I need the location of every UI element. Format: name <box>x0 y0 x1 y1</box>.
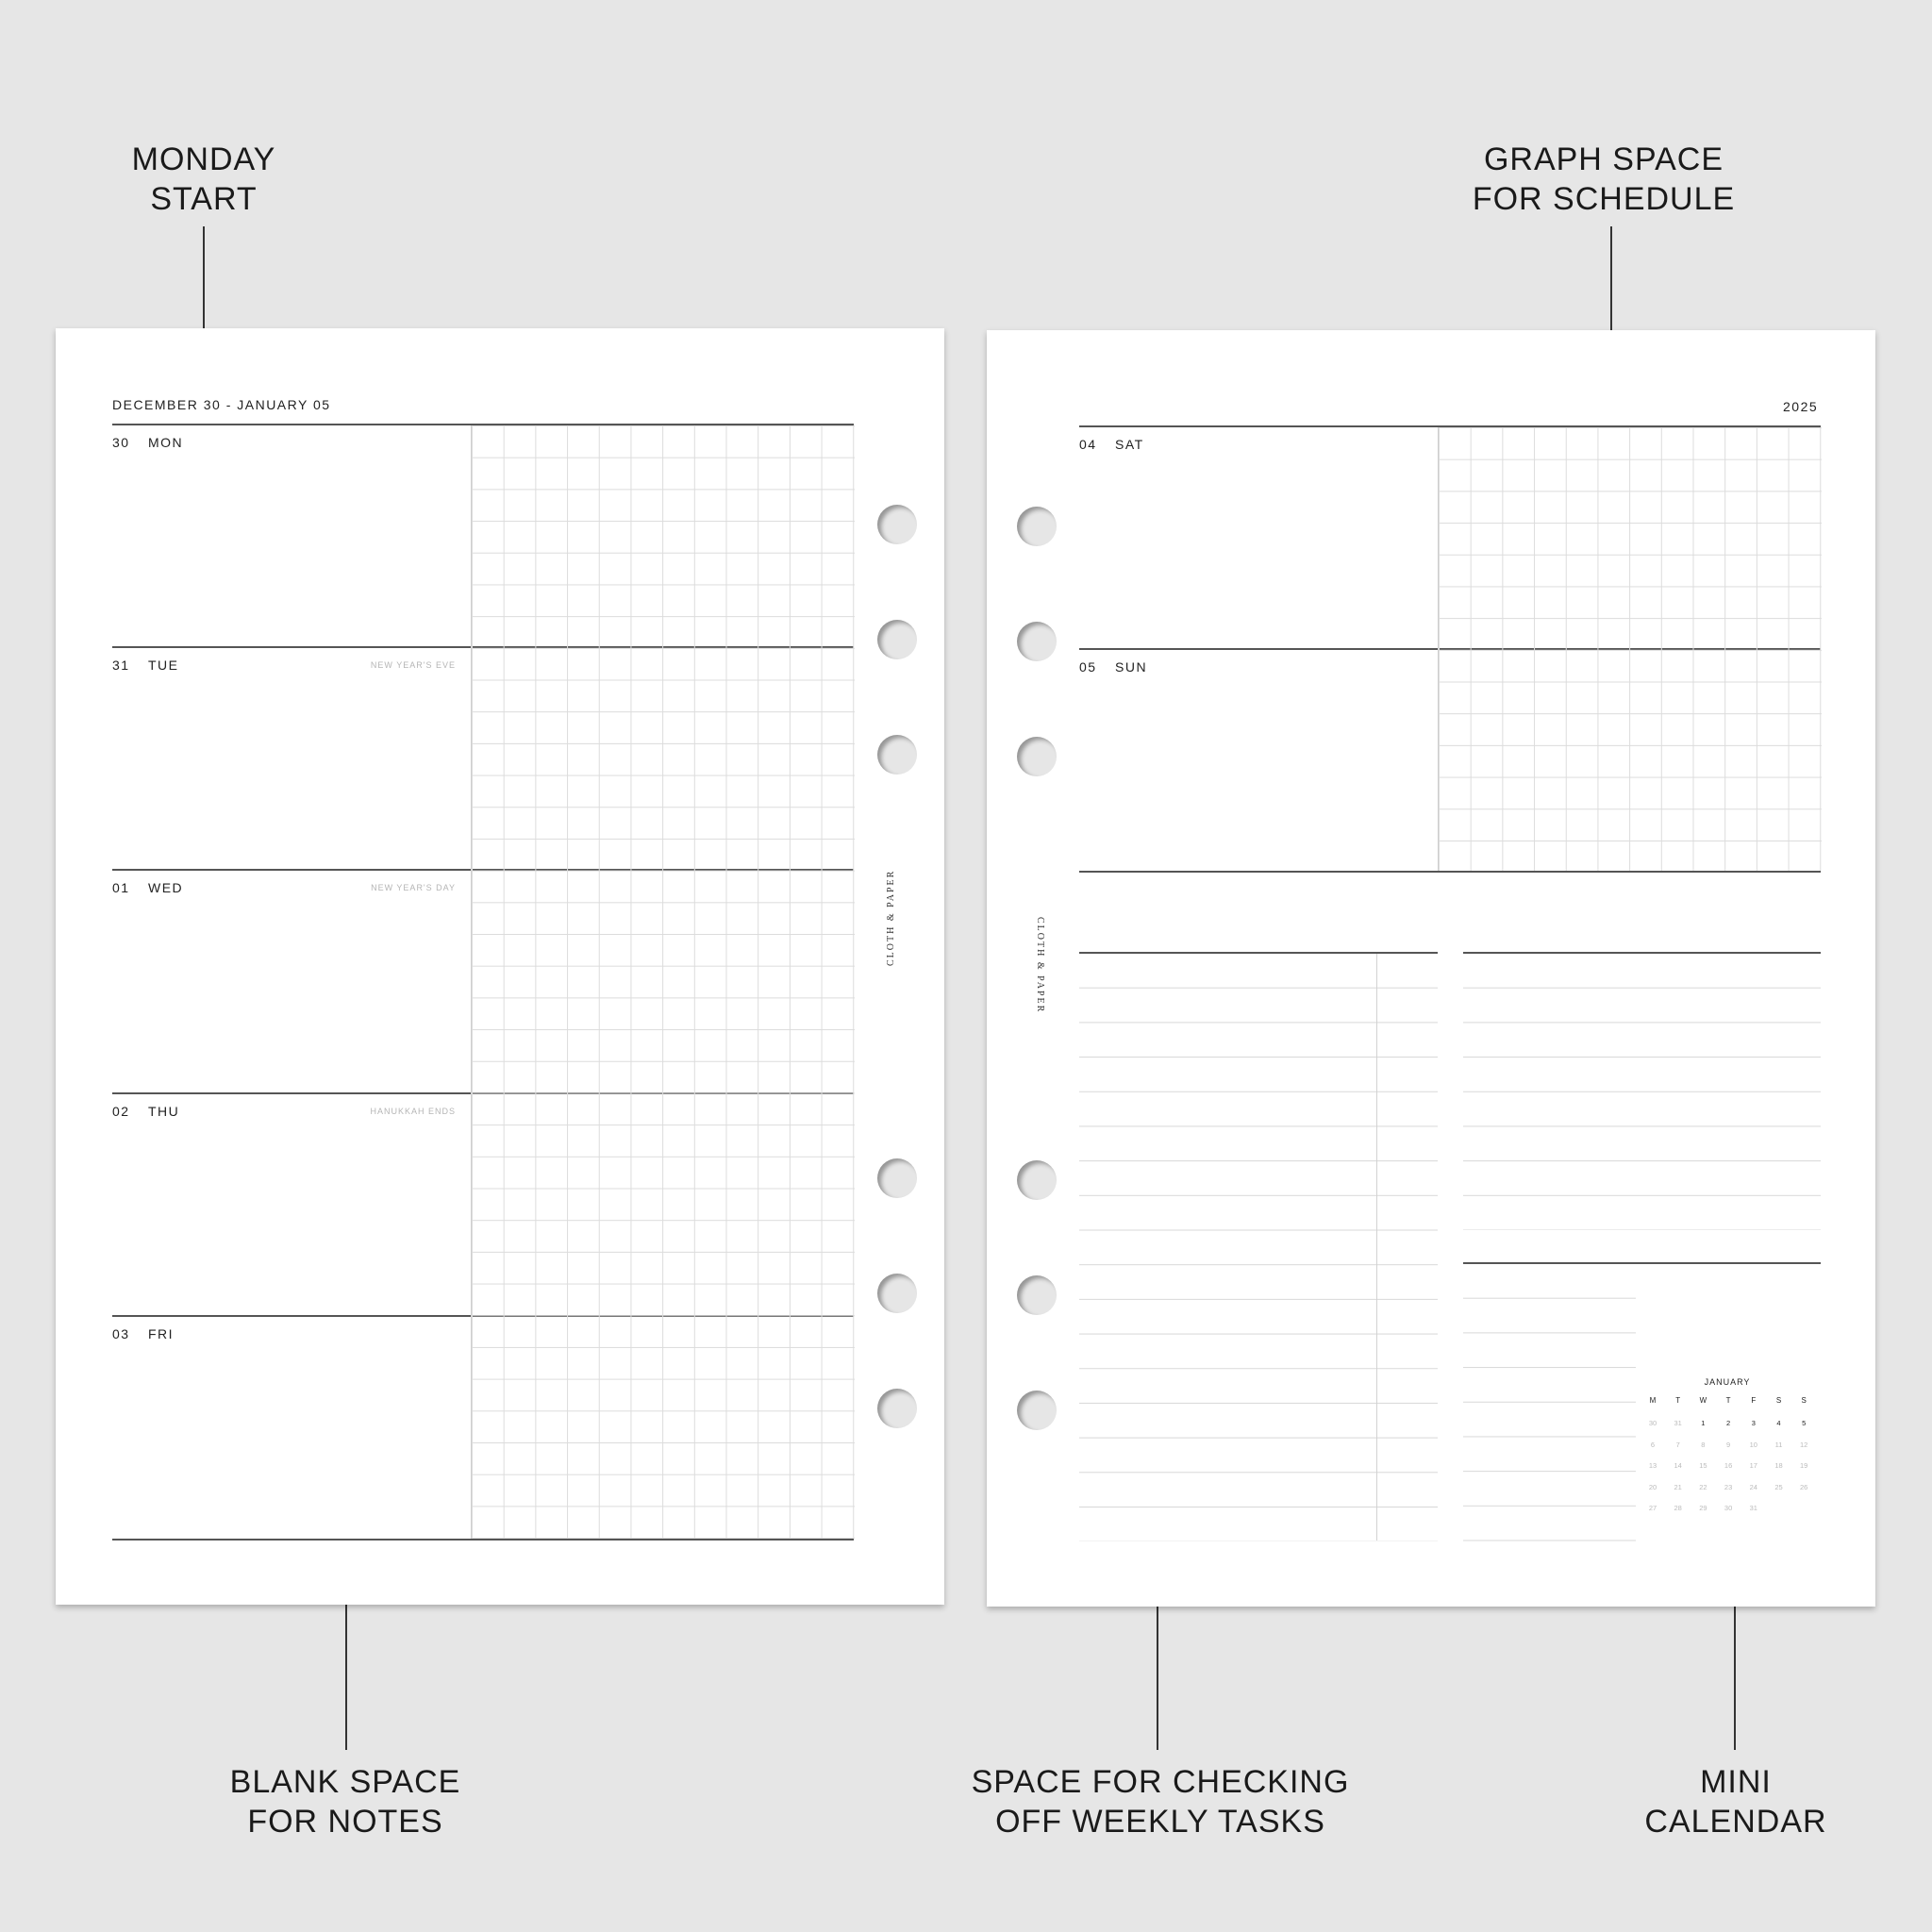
holiday-label: NEW YEAR'S EVE <box>370 660 456 670</box>
ring-hole <box>1017 1275 1057 1315</box>
mini-calendar-date: 7 <box>1675 1440 1680 1449</box>
schedule-grid <box>1438 427 1822 871</box>
day-name: FRI <box>148 1326 175 1341</box>
ring-hole <box>1017 507 1057 546</box>
mini-calendar-date: 18 <box>1774 1461 1783 1470</box>
mini-calendar-date: 11 <box>1774 1440 1783 1449</box>
day-number: 01 <box>112 880 130 895</box>
ring-hole <box>877 1389 917 1428</box>
callout-monday-start: MONDAY START <box>131 142 276 217</box>
mini-calendar-date: 21 <box>1674 1482 1682 1491</box>
ring-hole <box>877 1158 917 1198</box>
mini-calendar-date: 17 <box>1749 1461 1757 1470</box>
mini-calendar-date: 1 <box>1701 1419 1706 1427</box>
mini-calendar-date: 30 <box>1648 1419 1657 1427</box>
day-name: SUN <box>1115 659 1148 675</box>
mini-calendar-date: 23 <box>1724 1482 1733 1491</box>
mini-calendar-date: 8 <box>1701 1440 1706 1449</box>
mini-calendar-weekday: W <box>1699 1396 1707 1405</box>
mini-calendar-month: JANUARY <box>1704 1377 1751 1387</box>
mini-calendar-date: 14 <box>1674 1461 1682 1470</box>
mini-calendar-date: 2 <box>1726 1419 1731 1427</box>
mini-calendar-date: 26 <box>1800 1482 1808 1491</box>
mini-calendar-weekday: S <box>1801 1396 1807 1405</box>
year-label: 2025 <box>1783 399 1819 414</box>
brand-mark: CLOTH & PAPER <box>886 869 896 966</box>
mini-calendar-date: 29 <box>1699 1504 1707 1512</box>
ring-hole <box>1017 622 1057 661</box>
day-name: TUE <box>148 658 179 673</box>
mini-calendar-date: 24 <box>1749 1482 1757 1491</box>
ring-hole <box>877 505 917 544</box>
task-checklist-lines <box>1079 954 1438 1541</box>
ring-hole <box>1017 737 1057 776</box>
day-number: 03 <box>112 1326 130 1341</box>
callout-mini-calendar: MINI CALENDAR <box>1644 1764 1827 1840</box>
holiday-label: NEW YEAR'S DAY <box>371 883 456 892</box>
callout-graph-space: GRAPH SPACE FOR SCHEDULE <box>1472 142 1736 217</box>
left-planner-page <box>56 328 944 1605</box>
mini-calendar-date: 19 <box>1800 1461 1808 1470</box>
mini-calendar-date: 31 <box>1674 1419 1682 1427</box>
callout-blank-space: BLANK SPACE FOR NOTES <box>229 1764 461 1840</box>
ring-hole <box>877 735 917 774</box>
callout-checking-space: SPACE FOR CHECKING OFF WEEKLY TASKS <box>971 1764 1350 1840</box>
mini-calendar-date: 16 <box>1724 1461 1733 1470</box>
mini-calendar-date: 3 <box>1751 1419 1756 1427</box>
mini-calendar-date: 5 <box>1802 1419 1807 1427</box>
right-planner-page <box>987 330 1875 1607</box>
mini-calendar-date: 12 <box>1800 1440 1808 1449</box>
mini-calendar-date: 4 <box>1776 1419 1781 1427</box>
ring-hole <box>877 620 917 659</box>
mini-calendar <box>1638 1377 1817 1538</box>
date-range: DECEMBER 30 - JANUARY 05 <box>112 397 331 412</box>
mini-calendar-weekday: T <box>1675 1396 1681 1405</box>
mini-calendar-date: 9 <box>1726 1440 1731 1449</box>
mini-calendar-weekday: T <box>1725 1396 1731 1405</box>
schedule-grid <box>471 425 855 1539</box>
holiday-label: HANUKKAH ENDS <box>370 1107 456 1116</box>
mini-calendar-weekday: M <box>1649 1396 1657 1405</box>
day-number: 02 <box>112 1104 130 1119</box>
mini-calendar-weekday: S <box>1775 1396 1782 1405</box>
day-name: THU <box>148 1104 180 1119</box>
mini-calendar-date: 31 <box>1749 1504 1757 1512</box>
bottom-rule <box>112 1539 854 1541</box>
mini-calendar-date: 15 <box>1699 1461 1707 1470</box>
ring-hole <box>877 1274 917 1313</box>
mini-calendar-date: 6 <box>1650 1440 1656 1449</box>
mini-calendar-date: 27 <box>1648 1504 1657 1512</box>
ring-hole <box>1017 1160 1057 1200</box>
day-number: 31 <box>112 658 130 673</box>
day-name: WED <box>148 880 184 895</box>
day-number: 30 <box>112 435 130 450</box>
day-name: MON <box>148 435 184 450</box>
mini-calendar-date: 22 <box>1699 1482 1707 1491</box>
mini-calendar-date: 28 <box>1674 1504 1682 1512</box>
day-name: SAT <box>1115 437 1144 452</box>
mini-calendar-date: 25 <box>1774 1482 1783 1491</box>
mini-calendar-date: 30 <box>1724 1504 1733 1512</box>
mini-calendar-date: 10 <box>1749 1440 1757 1449</box>
ring-hole <box>1017 1391 1057 1430</box>
notes-lines <box>1463 954 1821 1230</box>
mini-calendar-weekday: F <box>1751 1396 1757 1405</box>
mini-calendar-date: 20 <box>1648 1482 1657 1491</box>
day-number: 05 <box>1079 659 1097 675</box>
brand-mark: CLOTH & PAPER <box>1035 917 1045 1014</box>
notes-lines-lower <box>1463 1264 1636 1541</box>
checkbox-column-divider <box>1376 954 1377 1541</box>
day-number: 04 <box>1079 437 1097 452</box>
mini-calendar-date: 13 <box>1648 1461 1657 1470</box>
weekend-bottom-rule <box>1079 871 1821 873</box>
